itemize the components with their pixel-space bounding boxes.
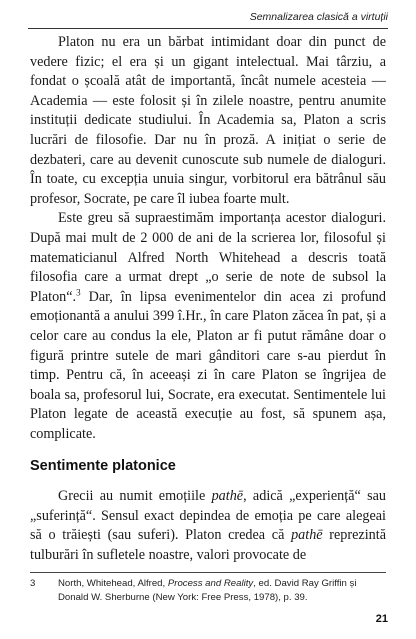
footnote-rule (30, 572, 386, 573)
section-heading: Sentimente platonice (30, 458, 176, 474)
page-number: 21 (375, 613, 388, 625)
footnote-text (58, 577, 386, 604)
footnote-reference[interactable]: 3 (76, 286, 81, 297)
footnote-number: 3 (30, 578, 36, 589)
footnote-book-title: Process and Reality (167, 578, 254, 589)
section-text-c: reprezintă tulburări în sufletele noastre, valori provocate de (30, 527, 386, 563)
term-pathe-1: pathē (211, 488, 244, 504)
term-pathe-2: pathē (291, 527, 323, 544)
section-text-a: Grecii au numit emoțiile (58, 488, 212, 504)
footnote (30, 577, 386, 604)
paragraph-2-text-a: Este greu să supraestimăm importanța acestor dialoguri. După mai mult de 2 000 de ani de la scrierea lor, filosoful și matematicianul Alfred North Whitehead a descris toată filosofia care a urmat drept „o serie de note de subsol la Platon“. (30, 210, 386, 305)
running-header-title: Semnalizarea clasică a virtuții (249, 11, 388, 23)
section-text-b: , adică „experiență“ sau „suferință“. Sensul exact depindea de emoția pe care alegeai să o trăiești (sau suferi). Platon credea că (30, 488, 386, 544)
paragraph-2 (30, 209, 386, 444)
section-text (30, 487, 386, 565)
paragraph-2-text-b: Dar, în lipsa evenimentelor din acea zi profund emoționantă a anului 399 î.Hr., în care Platon zăcea în pat, și a celor care au condus la ele, Platon ar fi putut rămâne doar o figură printre sutele de mari gânditori care s-au pierdut în timp. Pentru că, în aceeași zi în care Platon se îngrijea de boala sa, profesorul lui, Socrate, era executat. Sentimentele lui Platon legate de această execuție au fost, să spunem așa, complicate. (30, 288, 386, 442)
section-paragraph (30, 487, 386, 565)
footnote-text-b: , ed. David Ray Griffin și Donald W. Sherburne (New York: Free Press, 1978), p. 39. (58, 578, 357, 603)
footnote-text-a: North, Whitehead, Alfred, (58, 578, 168, 589)
paragraph-1: Platon nu era un bărbat intimidant doar din punct de vedere fizic; el era și un gigant intelectual. Mai târziu, a fondat o școală atât de importantă, încât numele acesteia — Academia — este folosit și în zilele noastre, pentru anumite instituții dedicate studiului. În Academia sa, Platon a scris lucrări de filosofie. Dar nu în proză. A inițiat o serie de dezbateri, care au devenit cunoscute sub numele de dialoguri. În toate, cu excepția unuia singur, vorbitorul era bătrânul său profesor, Socrate, pe care îl iubea foarte mult. (30, 34, 386, 207)
main-text (30, 33, 386, 444)
header-rule (28, 28, 388, 29)
